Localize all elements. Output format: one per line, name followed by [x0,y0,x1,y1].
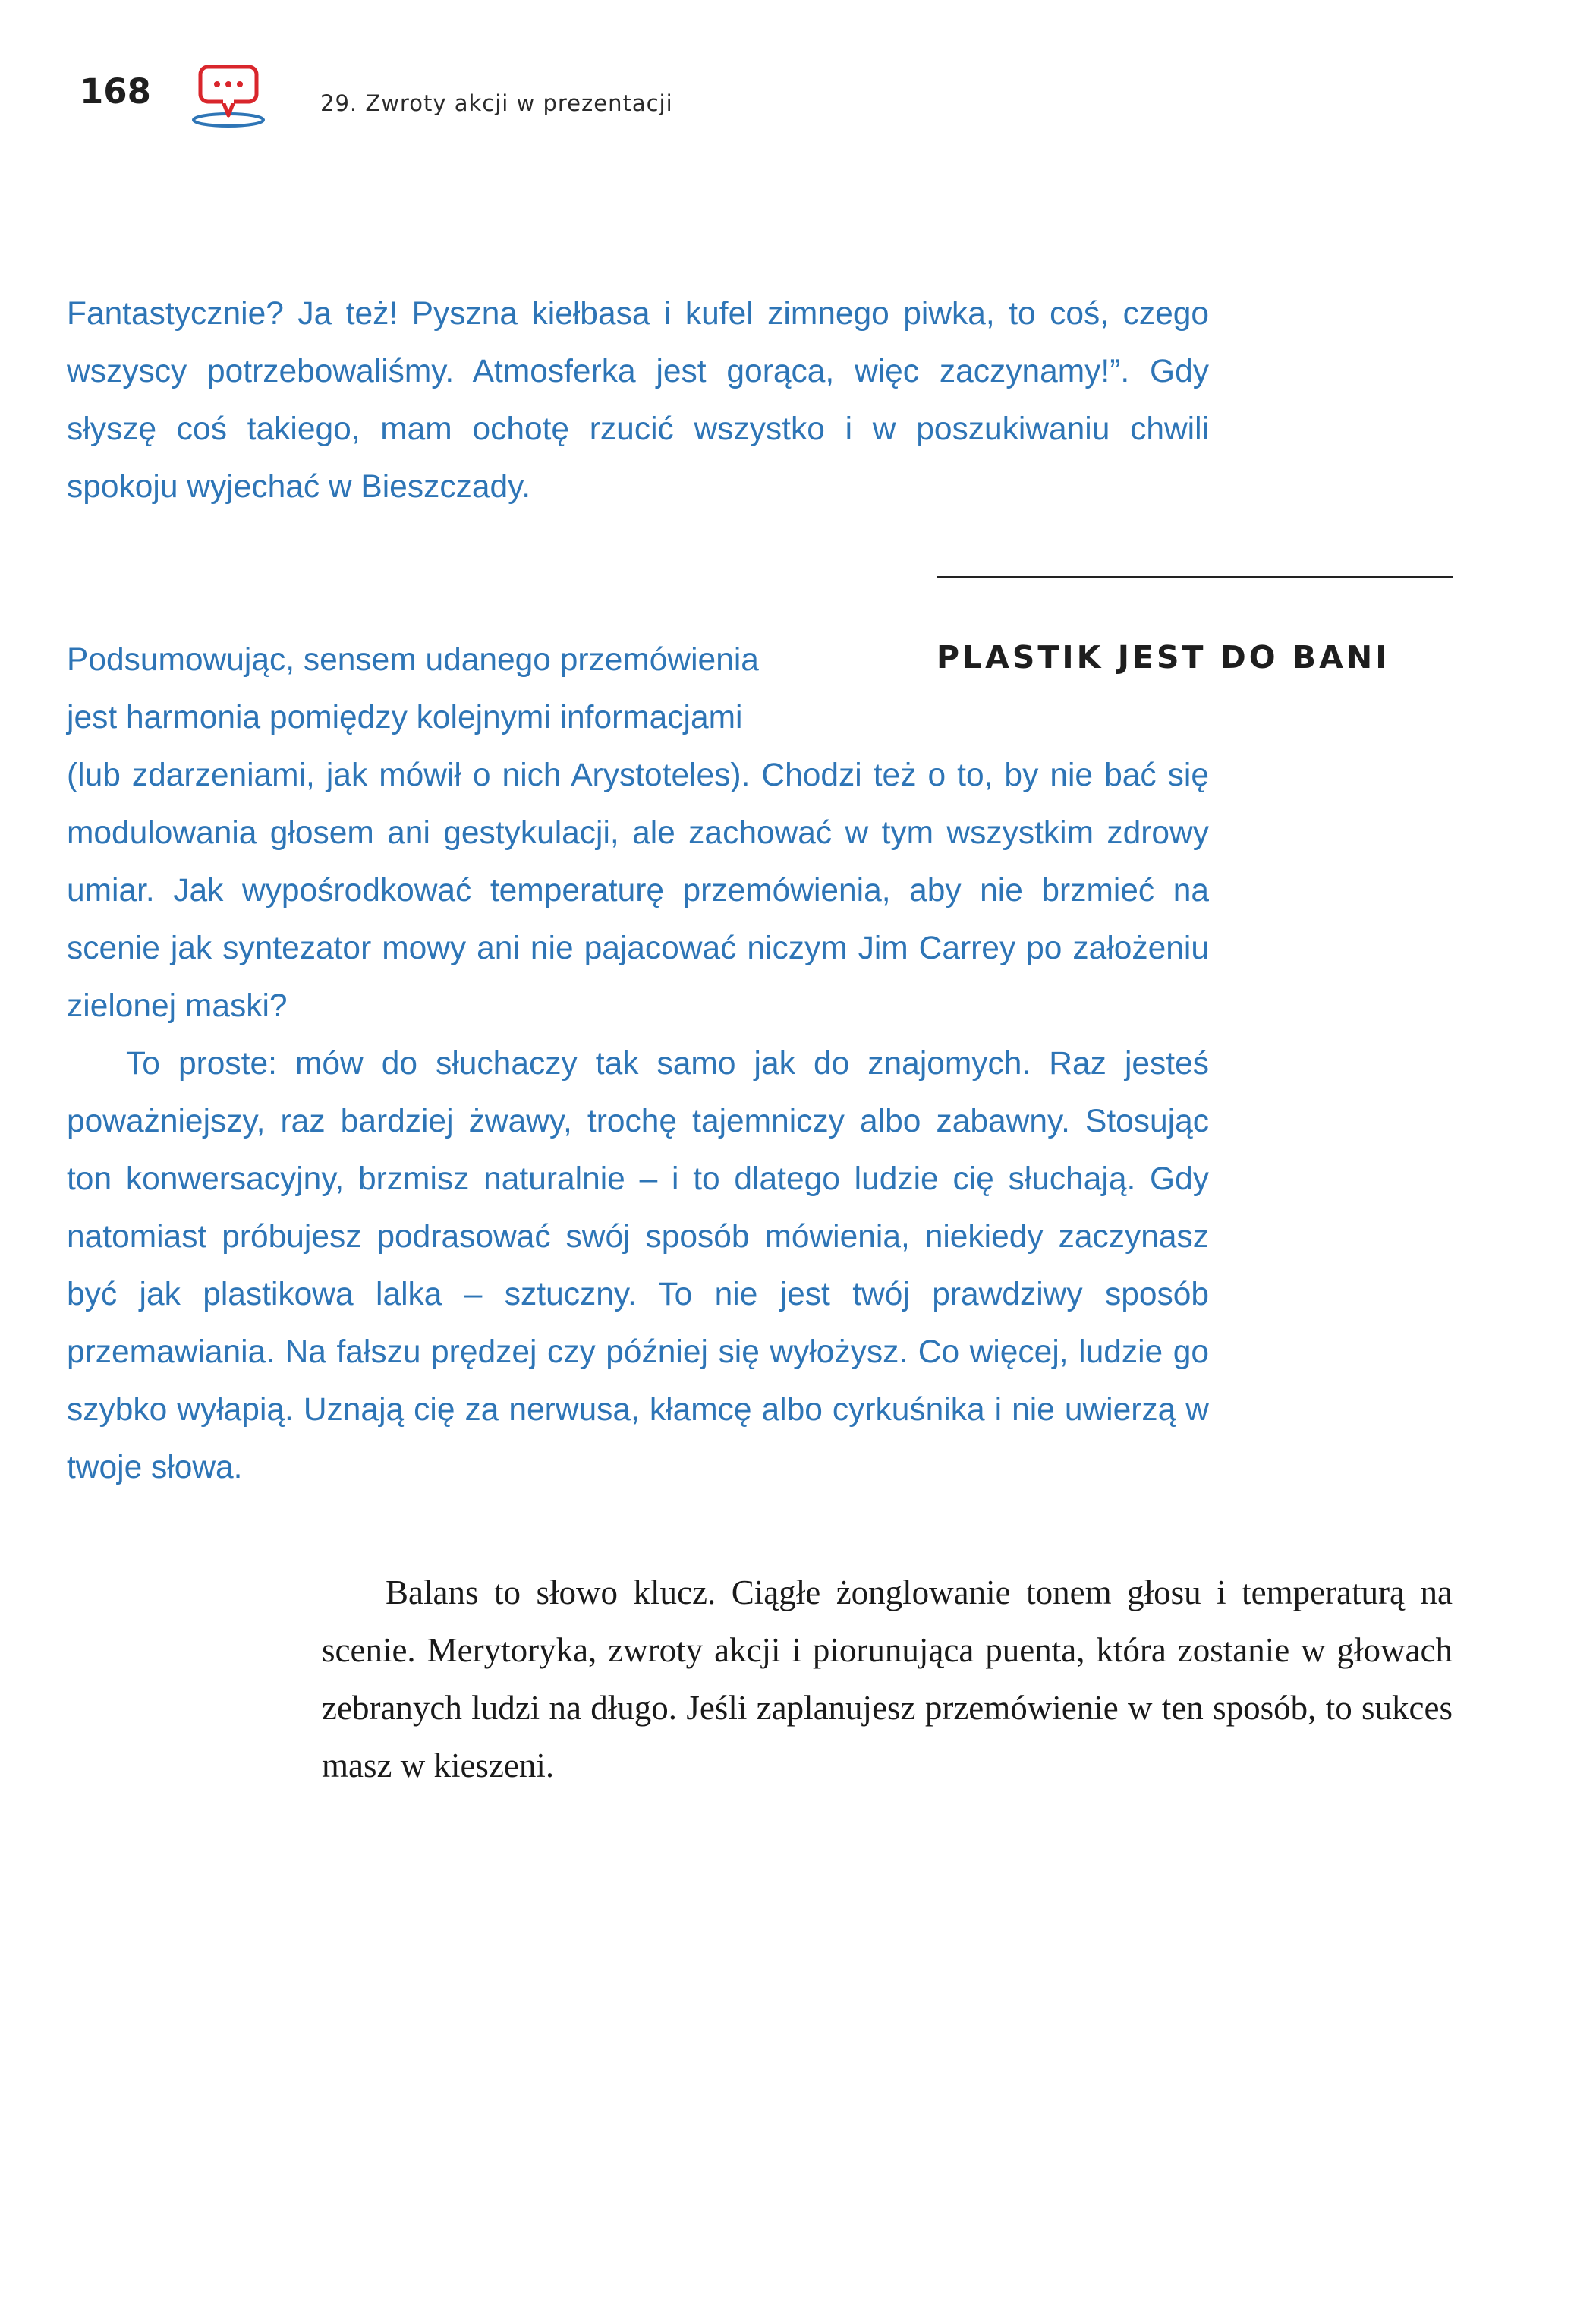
speech-bubble-icon [190,64,267,132]
paragraph-2-line-2: jest harmonia pomiędzy kolejnymi informacjami [67,700,743,735]
paragraph-1: Fantastycznie? Ja też! Pyszna kiełbasa i kufel zimnego piwka, to coś, czego wszyscy potrzebowaliśmy. Atmosferka jest gorąca, więc zaczynamy!”. Gdy słyszę coś takiego, mam ochotę rzucić wszystko i w poszukiwaniu chwili spokoju wyjechać w Bieszczady. [67,296,1209,505]
paragraph-2-line-1: Podsumowując, sensem udanego przemówienia [67,642,759,678]
sidebar-rule [937,576,1453,578]
paragraph-2 [67,632,1209,1497]
paragraph-4: Balans to słowo klucz. Ciągłe żonglowanie tonem głosu i temperaturą na scenie. Merytoryka, zwroty akcji i piorunująca puenta, która zostanie w głowach zebranych ludzi na długo. Jeśli zaplanujesz przemówienie w ten sposób, to sukces masz w kieszeni. [322,1573,1453,1784]
sidebar-heading: PLASTIK JEST DO BANI [937,639,1390,676]
running-head: 29. Zwroty akcji w prezentacji [320,90,673,116]
paragraph-2-continued: (lub zdarzeniami, jak mówił o nich Arystoteles). Chodzi też o to, by nie bać się modulowania głosem ani gestykulacji, ale zachować w tym wszystkim zdrowy umiar. Jak wypośrodkować temperaturę przemówienia, aby nie brzmieć na scenie jak syntezator mowy ani nie pajacować niczym Jim Carrey po założeniu zielonej maski? [67,757,1209,1024]
page-number: 168 [80,71,151,112]
paragraph-3: To proste: mów do słuchaczy tak samo jak do znajomych. Raz jesteś poważniejszy, raz bardziej żwawy, trochę tajemniczy albo zabawny. Stosując ton konwersacyjny, brzmisz naturalnie – i to dlatego ludzie cię słuchają. Gdy natomiast próbujesz podrasować swój sposób mówienia, niekiedy zaczynasz być jak plastikowa lalka – sztuczny. To nie jest twój prawdziwy sposób przemawiania. Na fałszu prędzej czy później się wyłożysz. Co więcej, ludzie go szybko wyłapią. Uznają cię za nerwusa, kłamcę albo cyrkuśnika i nie uwierzą w twoje słowa. [67,1046,1209,1485]
